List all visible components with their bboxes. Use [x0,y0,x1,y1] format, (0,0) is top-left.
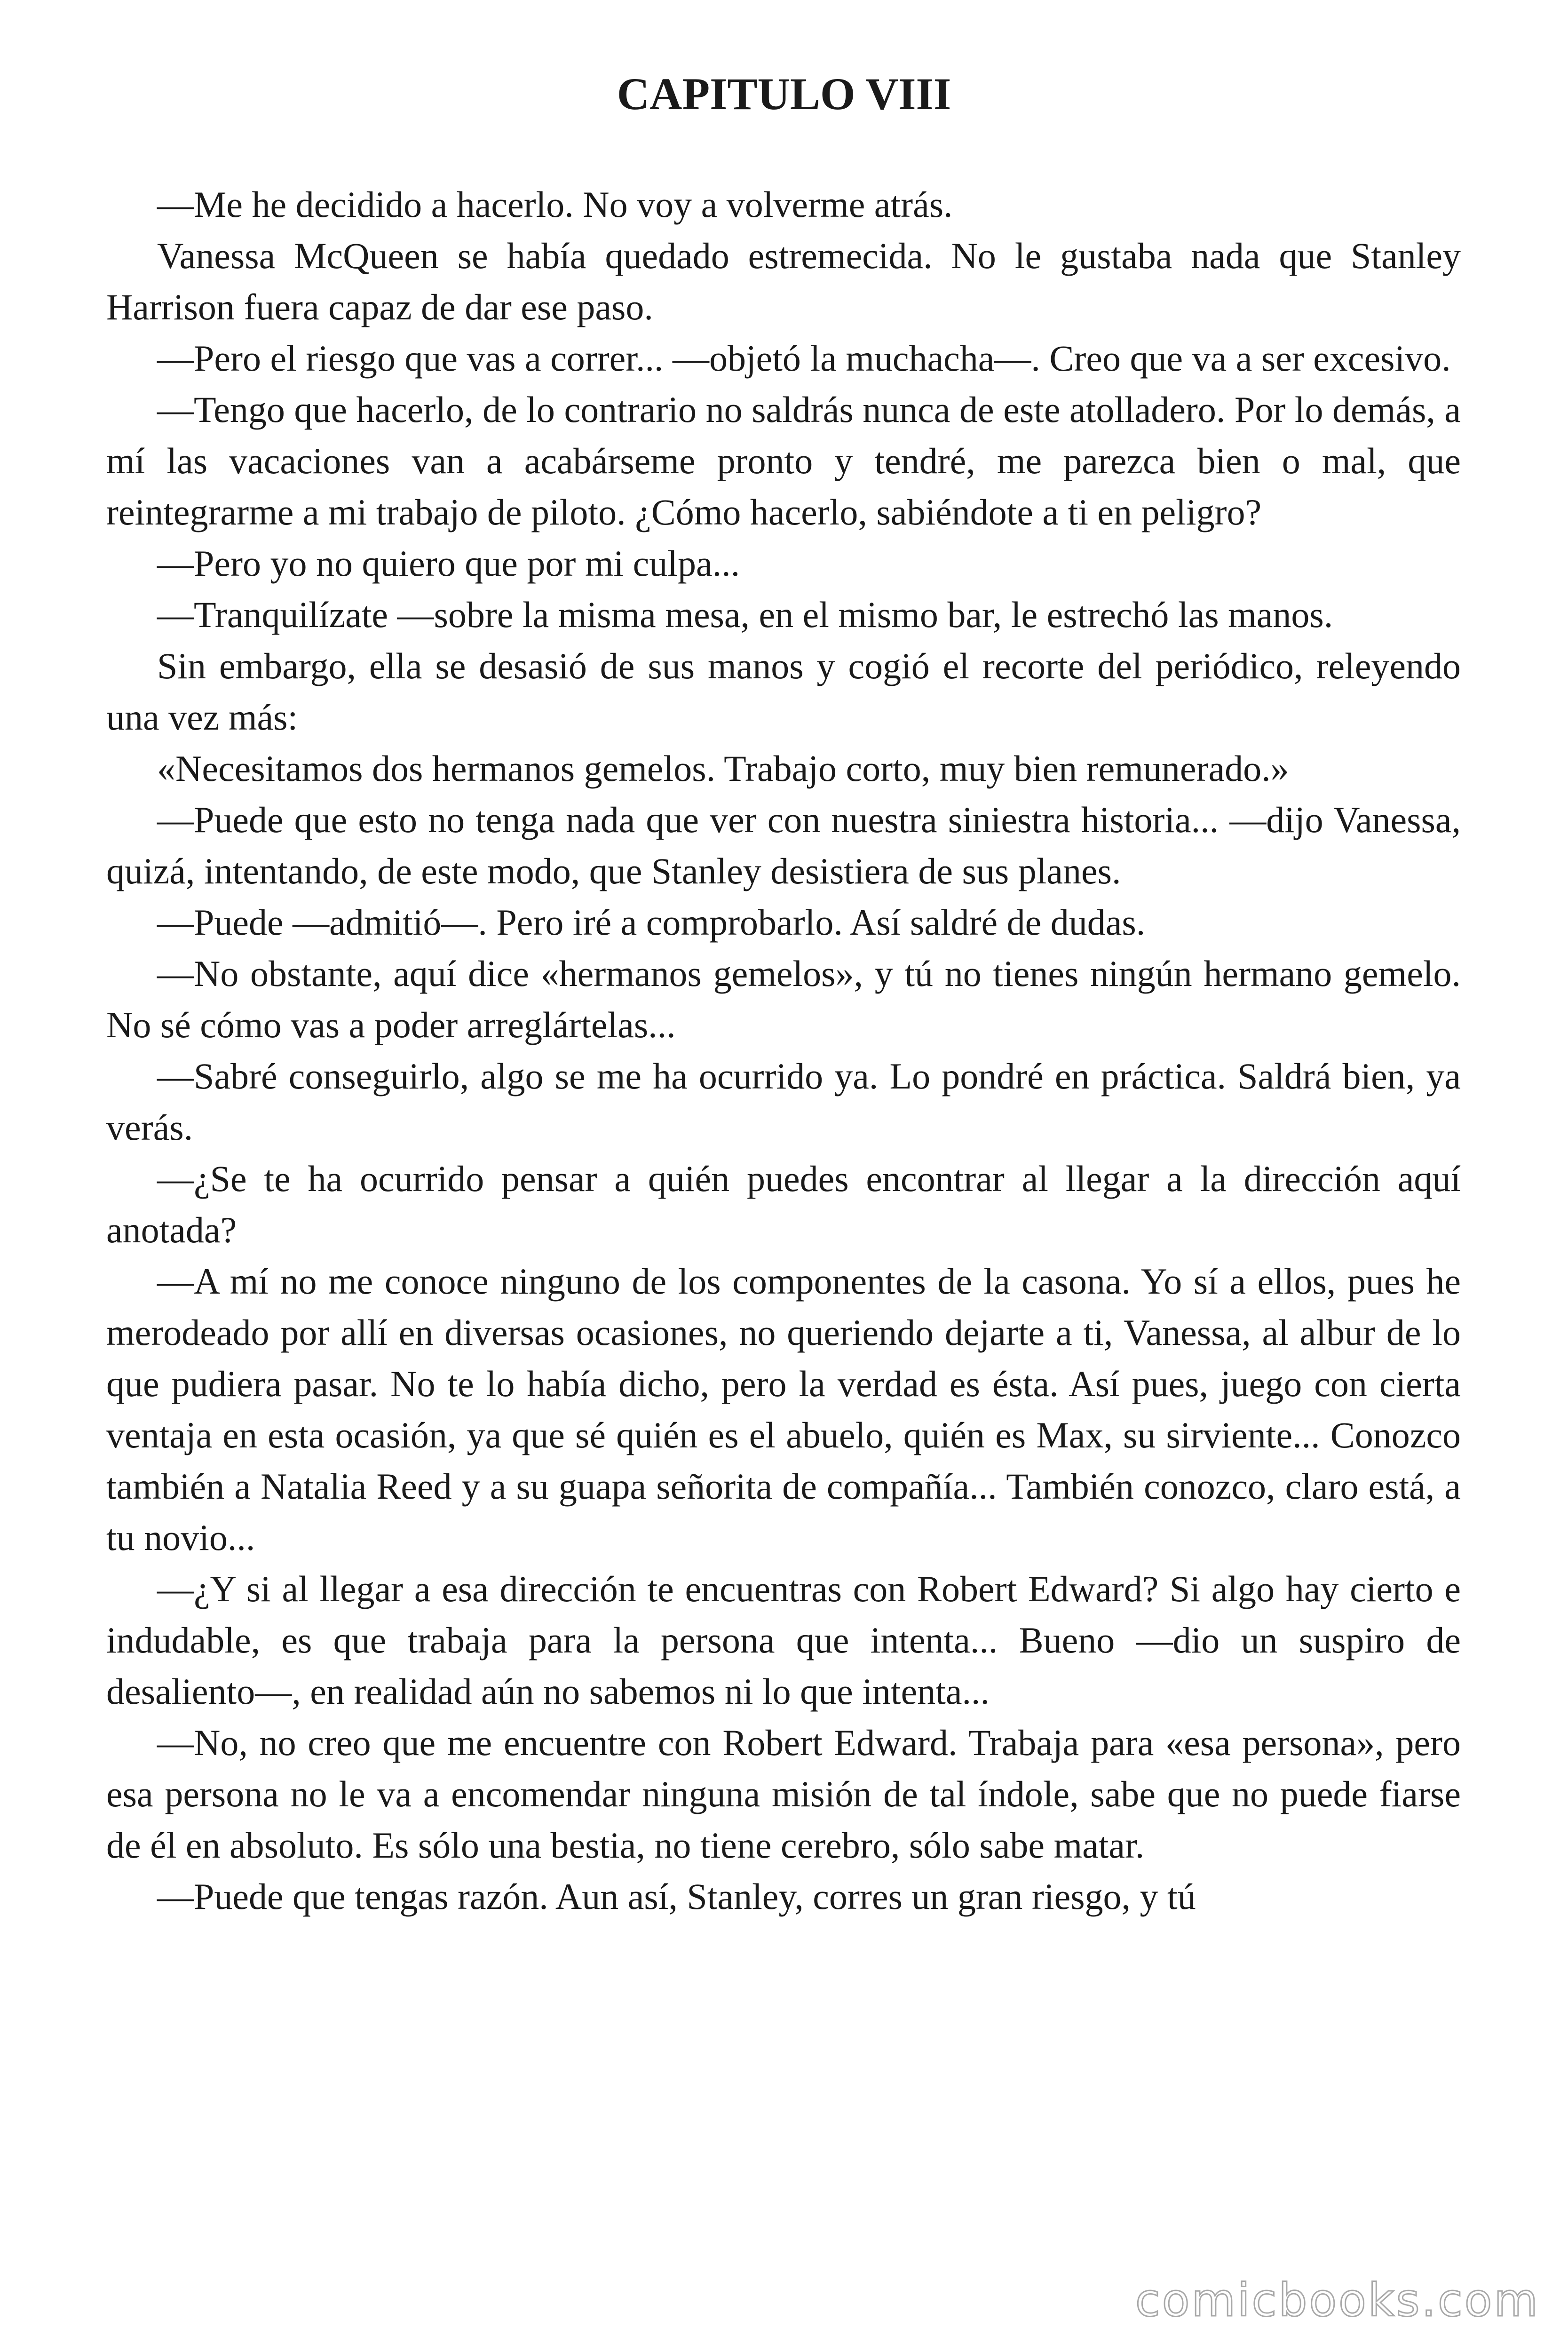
paragraph: —A mí no me conoce ninguno de los componentes de la casona. Yo sí a ellos, pues he merodeado por allí en diversas ocasiones, no queriendo dejarte a ti, Vanessa, al albur de lo que pudiera pasar. No te lo había dicho, pero la verdad es ésta. Así pues, juego con cierta ventaja en esta ocasión, ya que sé quién es el abuelo, quién es Max, su sirviente... Conozco también a Natalia Reed y a su guapa señorita de compañía... También conozco, claro está, a tu novio... [106,1261,1461,1558]
paragraph: —Puede que tengas razón. Aun así, Stanley, corres un gran riesgo, y tú [157,1876,1196,1917]
chapter-title: CAPITULO VIII [617,69,951,119]
paragraph: —No obstante, aquí dice «hermanos gemelos», y tú no tienes ningún hermano gemelo. No sé cómo vas a poder arreglártelas... [106,953,1461,1045]
paragraph: Vanessa McQueen se había quedado estremecida. No le gustaba nada que Stanley Harrison fuera capaz de dar ese paso. [106,235,1461,327]
paragraph: —Tranquilízate —sobre la misma mesa, en el mismo bar, le estrechó las manos. [157,594,1333,635]
paragraph: —Pero el riesgo que vas a correr... —objetó la muchacha—. Creo que va a ser excesivo. [157,338,1451,379]
paragraph: «Necesitamos dos hermanos gemelos. Trabajo corto, muy bien remunerado.» [157,748,1289,789]
paragraph: —Puede —admitió—. Pero iré a comprobarlo. Así saldré de dudas. [157,902,1146,943]
body-text [106,179,1461,1922]
paragraph: —Me he decidido a hacerlo. No voy a volverme atrás. [157,184,953,225]
paragraph: —¿Se te ha ocurrido pensar a quién puedes encontrar al llegar a la dirección aquí anotada? [106,1158,1461,1250]
paragraph: —Tengo que hacerlo, de lo contrario no saldrás nunca de este atolladero. Por lo demás, a mí las vacaciones van a acabárseme pronto y tendré, me parezca bien o mal, que reintegrarme a mi trabajo de piloto. ¿Cómo hacerlo, sabiéndote a ti en peligro? [106,389,1461,532]
paragraph: —No, no creo que me encuentre con Robert Edward. Trabaja para «esa persona», pero esa persona no le va a encomendar ninguna misión de tal índole, sabe que no puede fiarse de él en absoluto. Es sólo una bestia, no tiene cerebro, sólo sabe matar. [106,1722,1461,1866]
paragraph: —Sabré conseguirlo, algo se me ha ocurrido ya. Lo pondré en práctica. Saldrá bien, ya verás. [106,1056,1461,1148]
paragraph: Sin embargo, ella se desasió de sus manos y cogió el recorte del periódico, releyendo una vez más: [106,645,1461,738]
paragraph: —¿Y si al llegar a esa dirección te encuentras con Robert Edward? Si algo hay cierto e indudable, es que trabaja para la persona que intenta... Bueno —dio un suspiro de desaliento—, en realidad aún no sabemos ni lo que intenta... [106,1568,1461,1712]
watermark: comicbooks.com [1135,2274,1540,2327]
paragraph: —Pero yo no quiero que por mi culpa... [157,543,740,584]
paragraph: —Puede que esto no tenga nada que ver con nuestra siniestra historia... —dijo Vanessa, quizá, intentando, de este modo, que Stanley desistiera de sus planes. [106,799,1461,891]
